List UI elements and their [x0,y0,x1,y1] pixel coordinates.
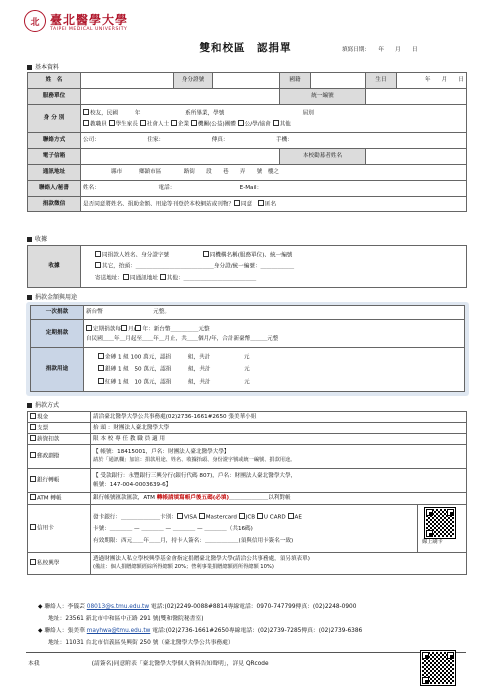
footer-address-1: 地址：23561 新北市中和區中正路 291 號(雙和醫院秘書室) [48,616,204,622]
atm-option[interactable]: ATM 轉帳 [28,493,91,505]
university-name-zh: 臺北醫學大學 [50,13,129,27]
identity-options: 校友，民國 年 系所畢業，學號 屆別 教職員 學生家長 社會人士 企業 機關(公益)團體 公/學/協會 其他 [81,105,467,133]
employer-input[interactable] [81,89,280,105]
qr-code-icon[interactable] [424,507,456,539]
footer-contact-2: ◆ 聯絡人：張美華 mayhwa@tmu.edu.tw 電話:(02)2736-1661#2650專線電話：(02)2739-7285傳真：(02)2739-6386 [38,628,363,634]
publish-label: 捐款徵信 [28,197,81,212]
check-text: 抬 頭 ：財團法人臺北醫學大學 [91,423,467,434]
receipt-label: 收據 [28,246,81,288]
amount-table [30,305,465,392]
agree-checkbox[interactable] [234,200,240,206]
name-input[interactable] [81,73,174,89]
section-bullet-icon [27,65,32,70]
one-time-label: 一次捐款 [31,306,84,320]
transfer-text: 【 受款銀行：永豐銀行三興分行(銀行代碼 807)，戶名：財團法人臺北醫學大學， 帳號：147-004-0003639-6】 [91,469,467,493]
id-label: 身分證號 [174,73,213,89]
section-bullet-icon [27,295,32,300]
address-input[interactable]: 縣市 鄉鎮市區 路街 段 巷 弄 號 樓之 [81,165,467,181]
footer-divider [26,652,466,653]
purpose-label: 捐款用途 [31,348,84,392]
postal-option[interactable]: 郵政劃撥 [28,445,91,469]
university-name-en: TAIPEI MEDICAL UNIVERSITY [50,27,128,32]
email-link-1[interactable]: 08013@s.tmu.edu.tw [86,604,150,610]
atm-text: 銀行帳號匯款匯款，ATM 轉帳請填寫帳戶後五碼(必填)＿＿＿＿＿＿＿以利對帳 [91,493,467,505]
birthday-input[interactable]: 年 月 日 [397,73,467,89]
private-option[interactable]: 私校興學 [28,553,91,575]
footer-address-2: 地址：11031 台北市信義區吳興街 250 號（臺北醫學大學公共事務處） [48,640,234,646]
card-fields[interactable]: 發卡銀行：＿＿＿＿＿＿＿卡別： VISA Mastercard JCB U CARD AE 卡號：＿＿＿＿ — ＿＿＿＿ — ＿＿＿＿ — ＿＿＿＿（共16碼) 有效期限：西元＿＿年＿＿月，持卡人簽名：＿＿＿＿＿＿(須與信用卡簽名一致) [91,505,418,553]
contact-label: 聯絡方式 [28,133,81,149]
checkbox[interactable] [83,109,89,115]
liaison-input[interactable] [366,149,467,165]
privacy-qr-code-icon[interactable] [420,650,456,686]
purpose-options: 金磚 1 組 100 萬元，認捐 組，共計 元 銀磚 1 組 50 萬元，認捐 組，共計 元 紅磚 1 組 10 萬元，認捐 組，共計 元 [84,348,465,392]
address-label: 通訊地址 [28,165,81,181]
contact-person-label: 聯絡人/秘書 [28,181,81,197]
one-time-input[interactable]: 新台幣 元整。 [84,306,465,320]
regular-fields[interactable]: 定期捐款每 月/ 年：新台幣＿＿＿＿＿元整 自民國＿＿年＿月起至＿＿年＿月止，共＿＿個月/年，合計新臺幣＿＿＿元整 [84,320,465,348]
contact-fields[interactable]: 公司： 住家： 傳真： 手機： [81,133,467,149]
regular-label: 定期捐款 [31,320,84,348]
receipt-table [27,245,467,288]
cash-text: 請洽臺北醫學大學公共事務處(02)2736-1661#2650 張美華小姐 [91,412,467,423]
payment-table [27,411,467,575]
receipt-options: 同捐款人姓名、身分證字號 同機構名稱(服務單位)、統一編號 其它，抬頭：＿＿＿＿＿＿＿＿＿＿＿＿＿＿身分證/統一編號：＿＿＿＿＿＿ 寄送地址： 同通訊地址 其他：＿＿＿＿＿＿＿＿＿＿＿＿＿ [81,246,467,288]
email-link-2[interactable]: mayhwa@tmu.edu.tw [86,628,151,634]
nationality-input[interactable] [311,73,366,89]
nationality-label: 國籍 [280,73,311,89]
university-logo: 北 [24,10,46,32]
publish-options: 是否同意將姓名、捐助金額、用途等刊登於本校網站或刊物？ 同意 匿名 [81,197,467,212]
consent-statement[interactable]: 本我 (請簽名)同意附表「臺北醫學大學個人資料告知聲明」，詳見 QRcode [28,661,269,667]
section-receipt-title: 收據 [27,234,47,243]
postal-text: 【 帳號：18415001，戶名：財團法人臺北醫學大學】 請於「通訊欄」加註：捐款用途、姓名、收據抬頭、身份證字號或統一編號、捐款用途。 [91,445,467,469]
email-input[interactable] [81,149,280,165]
employer-label: 服務單位 [28,89,81,105]
qr-caption: 線上刷卡 [422,539,443,545]
section-bullet-icon [27,403,32,408]
anonymous-checkbox[interactable] [258,200,264,206]
footer-contact-1: ◆ 聯絡人：李儀芸 08013@s.tmu.edu.tw 電話:(02)2249-0088#8814專線電話：0970-747799傳真：(02)2248-0900 [38,604,357,610]
contact-person-fields[interactable]: 姓名： 電話： E-Mail： [81,181,467,197]
basic-info-table [27,72,467,212]
card-option[interactable]: 信用卡 [28,505,91,553]
identity-label: 身 分 別 [28,105,81,133]
section-bullet-icon [27,237,32,242]
birthday-label: 生日 [366,73,397,89]
transfer-option[interactable]: 銀行轉帳 [28,469,91,493]
payroll-text: 限 本 校 專 任 教 職 員 適 用 [91,434,467,445]
name-label: 姓 名 [28,73,81,89]
section-amount-title: 捐款金額與用途 [27,292,77,301]
email-label: 電子信箱 [28,149,81,165]
section-payment-title: 捐款方式 [27,400,59,409]
liaison-label: 本校勸募者姓名 [280,149,366,165]
private-text: 透過財團法人私立學校興學基金會指定捐贈臺北醫學大學(請洽公共事務處，須另填表單) (備註：個人捐贈總額經綜所得總額 20%；營利事業捐贈總額經所得總額 10%) [91,553,467,575]
cash-option[interactable]: 現金 [28,412,91,423]
payroll-option[interactable]: 薪資扣款 [28,434,91,445]
tax-id-input[interactable] [366,89,467,105]
form-title: 雙和校區 認捐單 [199,42,292,54]
tax-id-label: 統一編號 [280,89,366,105]
section-basic-title: 基本資料 [27,62,59,71]
check-option[interactable]: 支票 [28,423,91,434]
card-qr-cell [418,505,467,553]
fill-date[interactable]: 填寫日期： 年 月 日 [342,47,418,53]
id-input[interactable] [213,73,280,89]
